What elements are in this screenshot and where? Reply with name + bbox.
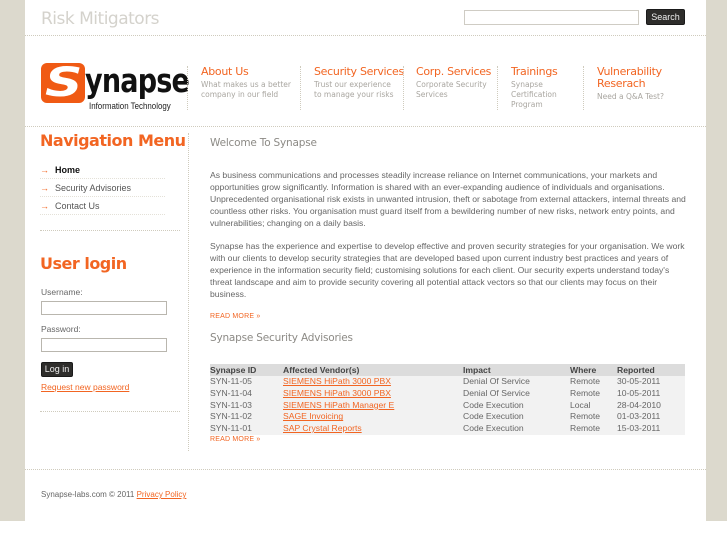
sidebar-item-contact-us[interactable]: → Contact Us [40, 197, 165, 215]
vendor-link[interactable]: SAP Crystal Reports [283, 423, 362, 434]
where: Remote [570, 411, 601, 422]
arrow-right-icon: → [40, 182, 49, 193]
intro-paragraph: As business communications and processes steadily increase reliance on Internet communications, your markets and opportunities grow significantly. Information is shared with an ever-expanding audience of individuals and organisations. Unprecedented organisational risk exists in unwanted intrusion, theft or sabotage from external attackers, internal threats and countless other risks. You organisation must guard itself from a bewildering number of new risks, network entry points, and vulnerabilities; changing on a daily basis. [210, 170, 686, 228]
page-background-left [0, 0, 25, 521]
sidebar-item-home[interactable]: → Home [40, 161, 165, 179]
username-label: Username: [41, 287, 83, 297]
topnav-divider [583, 66, 584, 110]
table-row [210, 411, 685, 423]
user-login-heading: User login [40, 254, 127, 273]
read-more-advisories-link[interactable]: READ MORE » [210, 436, 261, 443]
topnav-security-services[interactable]: Security Services Trust our experience to manage your risks [314, 65, 404, 99]
nav-divider [25, 126, 706, 127]
copyright-text: Synapse-labs.com © 2011 [41, 490, 135, 499]
advisory-id: SYN-11-03 [210, 399, 252, 410]
request-new-password-link[interactable]: Request new password [41, 382, 130, 392]
password-field[interactable] [41, 338, 167, 352]
reported-date: 15-03-2011 [617, 423, 661, 434]
arrow-right-icon: → [40, 164, 49, 175]
sidebar-divider [40, 411, 180, 412]
login-button[interactable]: Log in [41, 362, 73, 377]
column-header: Synapse ID [210, 364, 283, 376]
table-header-row [210, 364, 685, 376]
synapse-logo[interactable] [41, 60, 190, 113]
column-header: Impact [463, 364, 570, 376]
where: Remote [570, 423, 601, 434]
navigation-menu-heading: Navigation Menu [40, 131, 186, 150]
vendor-link[interactable]: SIEMENS HiPath Manager E [283, 399, 395, 410]
sidebar-item-security-advisories[interactable]: → Security Advisories [40, 179, 165, 197]
topnav-divider [403, 66, 404, 110]
site-title: Risk Mitigators [41, 9, 160, 29]
welcome-heading: Welcome To Synapse [210, 137, 317, 149]
impact: Code Execution [463, 423, 524, 434]
column-divider [188, 133, 189, 451]
reported-date: 10-05-2011 [617, 387, 661, 398]
topnav-divider [187, 66, 188, 110]
advisory-id: SYN-11-01 [210, 423, 252, 434]
advisories-heading: Synapse Security Advisories [210, 332, 353, 344]
topnav-divider [300, 66, 301, 110]
read-more-link[interactable]: READ MORE » [210, 313, 261, 320]
table-row [210, 376, 685, 388]
arrow-right-icon: → [40, 200, 49, 211]
page-container [25, 0, 706, 521]
advisories-table [210, 364, 685, 435]
reported-date: 30-05-2011 [617, 376, 661, 386]
topnav-about-us[interactable]: About Us What makes us a better company in our field [201, 65, 291, 99]
logo-wordmark: ynapse [85, 61, 190, 100]
impact: Denial Of Service [463, 376, 530, 386]
search-input[interactable] [464, 10, 639, 25]
reported-date: 28-04-2010 [617, 399, 661, 410]
username-field[interactable] [41, 301, 167, 315]
about-paragraph: Synapse has the experience and expertise to develop effective and proven security strategies for your organisation. We work with our clients to develop security strategies that are developed based upon current industry best practices and years of experience in the information security field; customising solutions for each client. Our security experts understand today's threat landscape and aim to provide security covering all potential attack vectors so that our clients may focus on their business. [210, 241, 685, 299]
impact: Code Execution [463, 411, 524, 422]
where: Remote [570, 387, 601, 398]
advisory-id: SYN-11-02 [210, 411, 252, 422]
column-header: Where [570, 364, 617, 376]
sidebar-nav [40, 161, 165, 215]
table-row [210, 423, 685, 435]
page-background-right [706, 0, 727, 521]
search-button[interactable]: Search [646, 9, 685, 25]
vendor-link[interactable]: SIEMENS HiPath 3000 PBX [283, 387, 391, 398]
logo-mark: S [41, 63, 85, 103]
footer [41, 490, 186, 499]
header-divider [25, 35, 706, 36]
topnav-divider [497, 66, 498, 110]
table-row [210, 388, 685, 400]
vendor-link[interactable]: SIEMENS HiPath 3000 PBX [283, 376, 391, 386]
password-label: Password: [41, 324, 81, 334]
privacy-policy-link[interactable]: Privacy Policy [136, 490, 187, 499]
advisory-id: SYN-11-04 [210, 387, 252, 398]
column-header: Reported [617, 364, 685, 376]
where: Remote [570, 376, 601, 386]
where: Local [570, 399, 591, 410]
reported-date: 01-03-2011 [617, 411, 661, 422]
logo-tagline: Information Technology [89, 101, 171, 111]
impact: Denial Of Service [463, 387, 530, 398]
topnav-trainings[interactable]: Trainings Synapse Certification Program [511, 65, 558, 109]
column-header: Affected Vendor(s) [283, 364, 463, 376]
sidebar-divider [40, 230, 180, 231]
topnav-vulnerability-research[interactable]: Vulnerability Reserach Need a Q&A Test? [597, 65, 664, 101]
topnav-corp-services[interactable]: Corp. Services Corporate Security Services [416, 65, 492, 99]
advisory-id: SYN-11-05 [210, 376, 252, 386]
footer-divider [25, 469, 706, 470]
impact: Code Execution [463, 399, 524, 410]
table-row [210, 400, 685, 412]
vendor-link[interactable]: SAGE Invoicing [283, 411, 344, 422]
